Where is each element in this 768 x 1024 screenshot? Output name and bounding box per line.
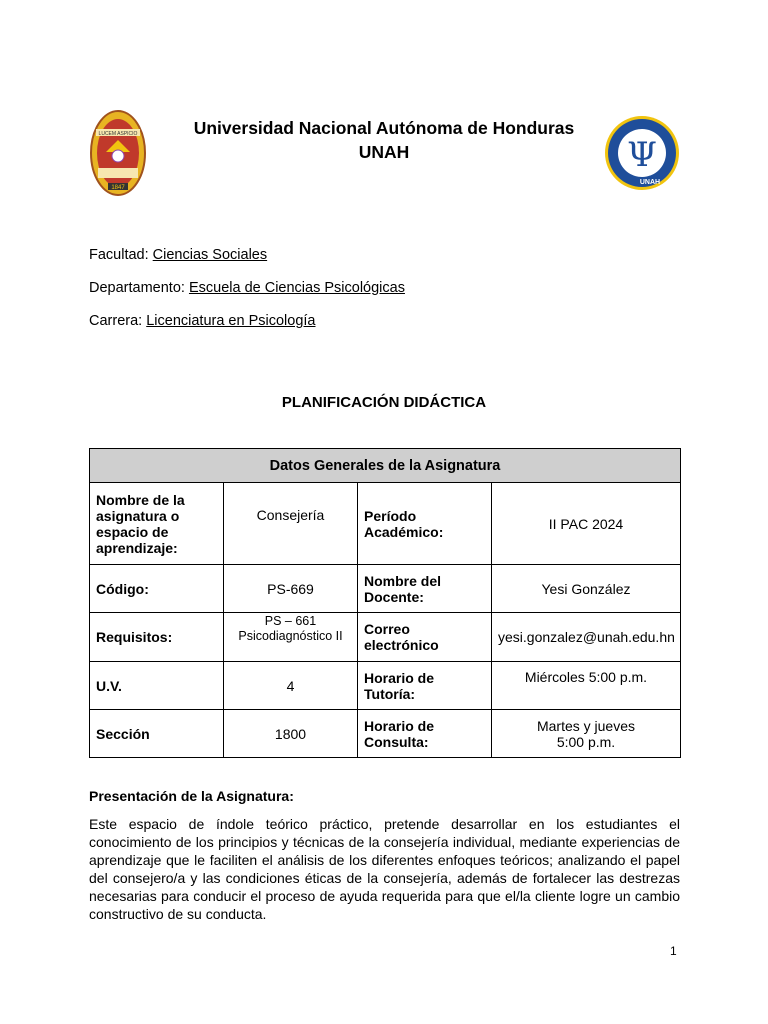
row-label: Horario de Consulta:: [358, 710, 492, 758]
table-title: Datos Generales de la Asignatura: [90, 449, 681, 483]
logo-year: 1847: [111, 185, 125, 191]
row-value: 1800: [224, 710, 358, 758]
row-label: U.V.: [90, 662, 224, 710]
row-value: 4: [224, 662, 358, 710]
presentation-body: Este espacio de índole teórico práctico, pretende desarrollar en los estudiantes el conocimiento de los principios y técnicas de la consejería individual, mediante experiencias de aprendizaje que le faciliten el análisis de los diferentes enfoques teóricos; analizando el papel del consejero/a y las condiciones éticas de la consejería, además de fortalecer las destrezas necesarias para conducir el proceso de ayuda requerida para que el/la cliente logre un cambio constructivo de su conducta.: [89, 816, 680, 922]
page-number: 1: [670, 944, 677, 958]
facultad-value: Ciencias Sociales: [152, 247, 268, 263]
psychology-school-logo: [604, 114, 680, 192]
departamento-line: [89, 280, 405, 296]
departamento-label: Departamento:: [89, 280, 189, 296]
row-label: Horario de Tutoría:: [358, 662, 492, 710]
presentation-title: Presentación de la Asignatura:: [89, 788, 294, 804]
row-label: Nombre del Docente:: [358, 565, 492, 613]
table-row: [90, 483, 681, 565]
row-value: II PAC 2024: [492, 483, 681, 565]
general-data-table: [89, 448, 681, 758]
row-label: Sección: [90, 710, 224, 758]
row-label: Código:: [90, 565, 224, 613]
row-value: Consejería: [224, 483, 358, 565]
planning-heading: PLANIFICACIÓN DIDÁCTICA: [281, 394, 487, 411]
psi-symbol: Ψ: [627, 135, 657, 175]
row-value: yesi.gonzalez@unah.edu.hn: [492, 613, 681, 662]
table-row: [90, 565, 681, 613]
table-row: [90, 613, 681, 662]
carrera-line: [89, 313, 316, 329]
row-value: Martes y jueves 5:00 p.m.: [492, 710, 681, 758]
row-value: PS-669: [224, 565, 358, 613]
row-label: Período Académico:: [358, 483, 492, 565]
carrera-value: Licenciatura en Psicología: [146, 313, 316, 329]
row-value: Yesi González: [492, 565, 681, 613]
departamento-value: Escuela de Ciencias Psicológicas: [188, 280, 405, 296]
row-label: Nombre de la asignatura o espacio de aprendizaje:: [90, 483, 224, 565]
facultad-label: Facultad:: [89, 247, 153, 263]
row-value: PS – 661 Psicodiagnóstico II: [224, 613, 358, 662]
row-value: Miércoles 5:00 p.m.: [492, 662, 681, 710]
carrera-label: Carrera:: [89, 313, 147, 329]
table-row: [90, 710, 681, 758]
facultad-line: [89, 247, 267, 263]
university-acronym: UNAH: [358, 142, 410, 162]
row-label: Correo electrónico: [358, 613, 492, 662]
table-row: [90, 662, 681, 710]
row-label: Requisitos:: [90, 613, 224, 662]
logo-unah-text: UNAH: [639, 179, 661, 186]
university-name: Universidad Nacional Autónoma de Honduras: [193, 118, 575, 138]
logo-motto: LUCEM ASPICIO: [98, 131, 138, 137]
